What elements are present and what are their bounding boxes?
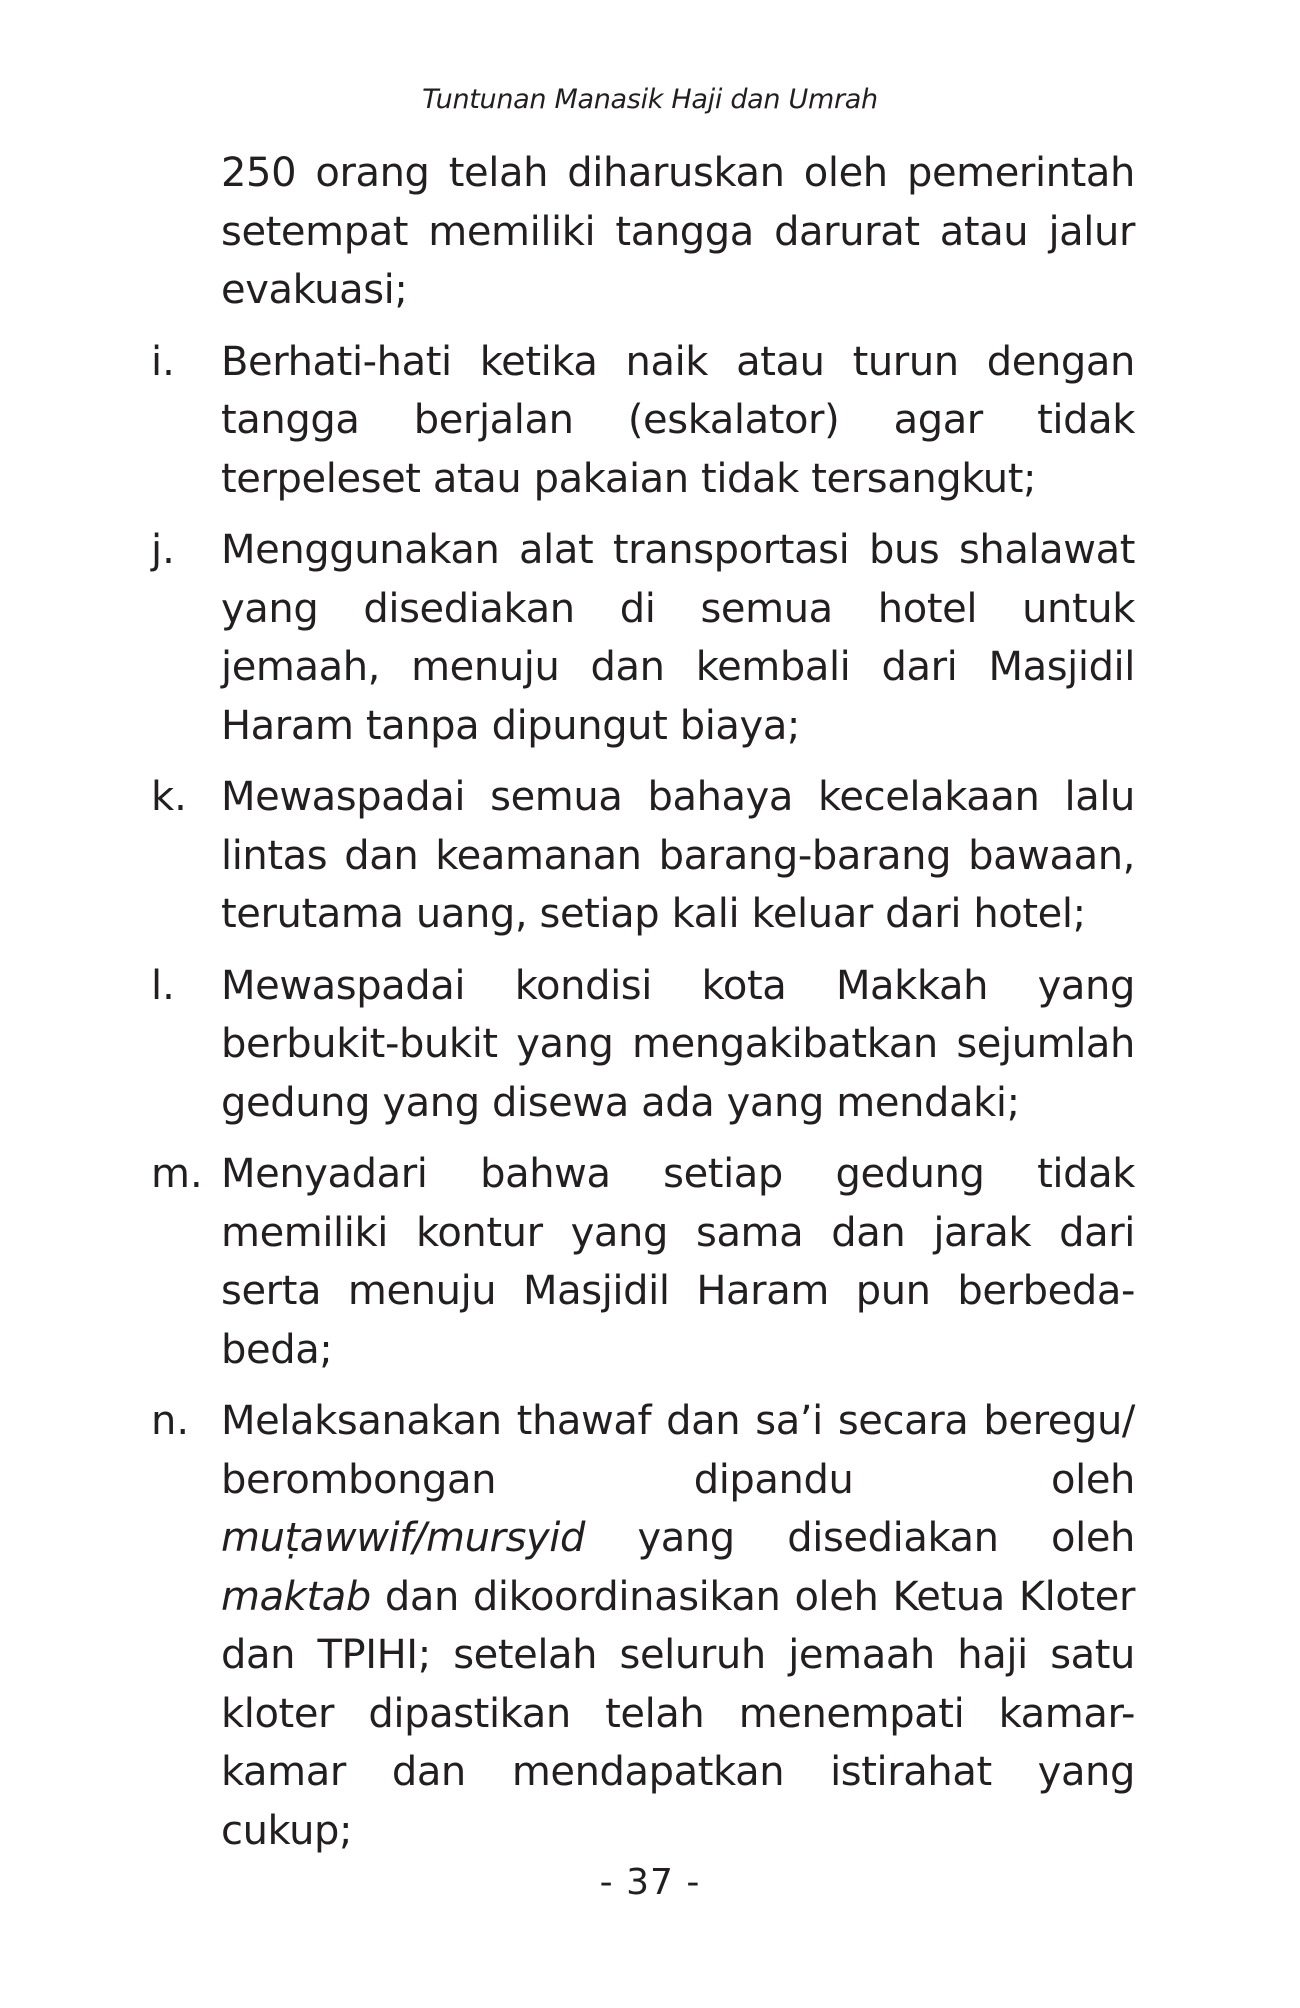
text-segment: dan dikoordinasikan oleh Ketua Kloter dan TPIHI; setelah seluruh jemaah haji satu kloter dipastikan telah menempati kamar-kamar dan mendapatkan istirahat yang cukup; [221, 1573, 1135, 1854]
list-item-marker: l. [151, 962, 175, 1009]
italic-term-mutawwif: muṭawwif/mursyid [221, 1515, 585, 1561]
continuation-paragraph: 250 orang telah diharuskan oleh pemerintah setempat memiliki tangga darurat atau jalur evakuasi; [221, 150, 1135, 313]
list-item-text: Berhati-hati ketika naik atau turun dengan tangga berjalan (eskalator) agar tidak terpeleset atau pakaian tidak tersangkut; [221, 338, 1135, 502]
running-header: Tuntunan Manasik Haji dan Umrah [422, 84, 878, 115]
list-item [151, 521, 1135, 755]
list-item-text: Menggunakan alat transportasi bus shalawat yang disediakan di semua hotel untuk jemaah, menuju dan kembali dari Masjidil Haram tanpa dipungut biaya; [221, 527, 1135, 749]
list-item-text: Mewaspadai semua bahaya kecelakaan lalu lintas dan keamanan barang-barang bawaan, terutama uang, setiap kali keluar dari hotel; [221, 774, 1135, 937]
text-segment: Melaksanakan thawaf dan sa’i secara beregu/ berombongan dipandu oleh [221, 1398, 1135, 1503]
list-item-marker: n. [151, 1398, 190, 1444]
list-item-marker: i. [151, 338, 175, 385]
list-item [151, 1145, 1135, 1379]
list-item-text: Menyadari bahwa setiap gedung tidak memiliki kontur yang sama dan jarak dari serta menuju Masjidil Haram pun berbeda-beda; [221, 1151, 1135, 1373]
text-segment: yang disediakan oleh [585, 1515, 1135, 1561]
list-item-marker: k. [151, 774, 187, 820]
list-item-marker: j. [151, 527, 175, 573]
italic-term-maktab: maktab [221, 1573, 371, 1620]
list-item [151, 333, 1135, 509]
list-item [151, 1392, 1135, 1860]
list-item-text: Mewaspadai kondisi kota Makkah yang berbukit-bukit yang mengakibatkan sejumlah gedung yang disewa ada yang mendaki; [221, 962, 1135, 1126]
page-body [151, 144, 1135, 1860]
page-number: - 37 - [599, 1862, 701, 1903]
list-item-text [221, 1392, 1135, 1860]
list-item-marker: m. [151, 1151, 203, 1197]
list-item [151, 768, 1135, 944]
list-item [151, 957, 1135, 1133]
